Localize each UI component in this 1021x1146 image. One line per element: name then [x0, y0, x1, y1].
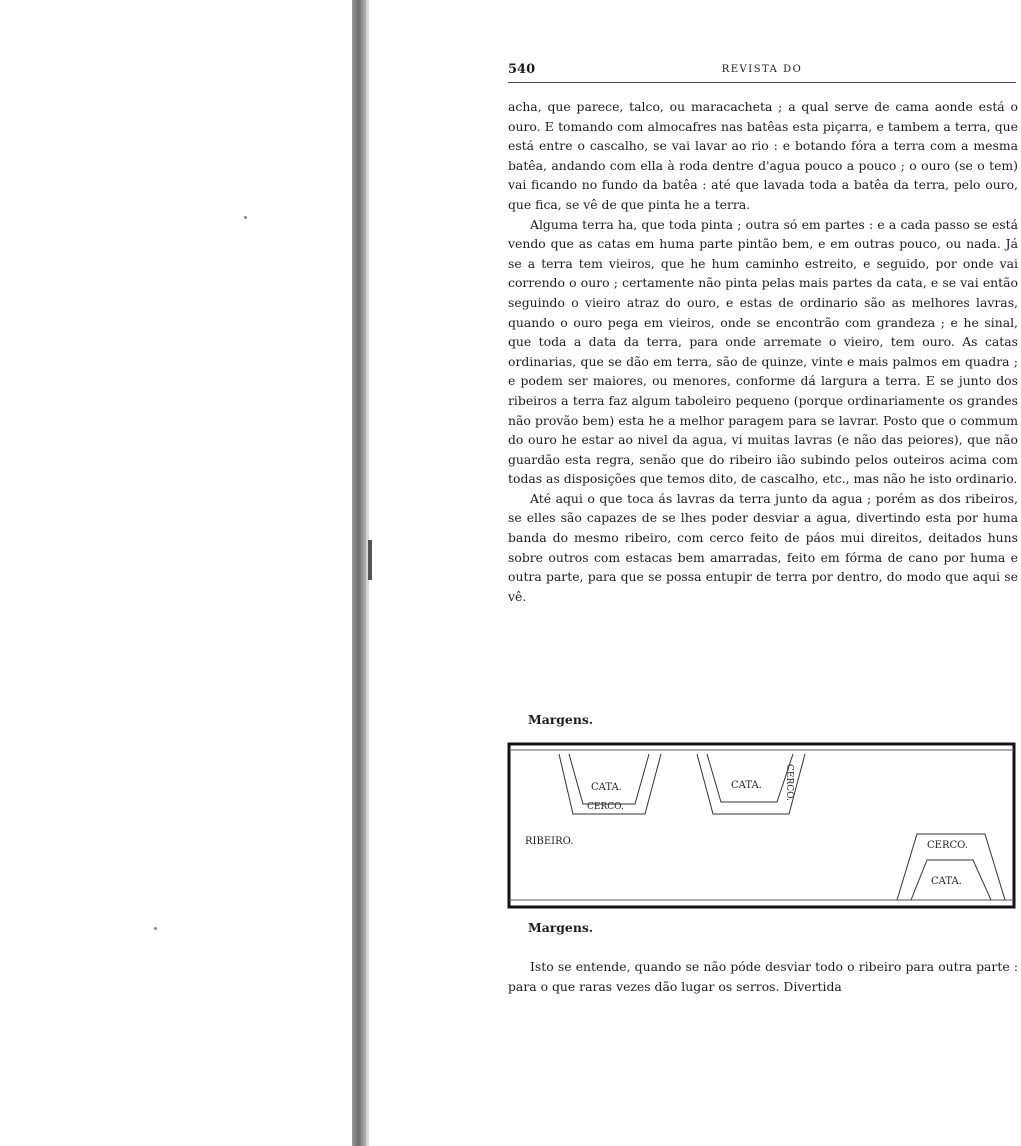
paragraph: Até aqui o que toca ás lavras da terra junto da agua ; porém as dos ribeiros, se elles são capazes de se lhes poder desviar a agua, divertindo esta por huma banda do mesmo ribeiro, com cerco feito de páos mui direitos, deitados huns sobre outros com estacas bem amarradas, feito em fórma de cano por huma e outra parte, para que se possa entupir de terra por dentro, do modo que aqui se vê.	[508, 490, 1018, 604]
gutter-mark	[368, 540, 372, 580]
paper-speck	[154, 927, 157, 930]
cerco-label-2: CERCO.	[784, 764, 794, 801]
mining-diagram	[507, 742, 1016, 909]
cata-label-2: CATA.	[731, 780, 762, 791]
running-head: REVISTA DO	[721, 64, 803, 75]
page-header	[508, 62, 1016, 83]
body-text	[508, 97, 1018, 606]
book-gutter-shadow	[352, 0, 366, 1146]
cerco-label-3: CERCO.	[927, 840, 968, 851]
paper-speck	[244, 216, 247, 219]
cerco-label-1: CERCO.	[587, 802, 624, 812]
paragraph: Alguma terra ha, que toda pinta ; outra só em partes : e a cada passo se está vendo que as catas em huma parte pintão bem, e em outras pouco, ou nada. Já se a terra tem vieiros, que he hum caminho estreito, e seguido, por onde vai correndo o ouro ; certamente não pinta pelas mais partes da cata, e se vai então seguindo o vieiro atraz do ouro, e estas de ordinario são as melhores lavras, quando o ouro pega em vieiros, onde se encontrão com grandeza ; e he sinal, que toda a data da terra, para onde arremate o vieiro, tem ouro. As catas ordinarias, que se dão em terra, são de quinze, vinte e mais palmos em quadra ; e podem ser maiores, ou menores, conforme dá largura a terra. E se junto dos ribeiros a terra faz algum taboleiro pequeno (porque ordinariamente os grandes não provão bem) esta he a melhor paragem para se lavrar. Posto que o commum do ouro he estar ao nivel da agua, vi muitas lavras (e não das peiores), que não guardão esta regra, senão que do ribeiro ião subindo pelos outeiros acima com todas as disposições que temos dito, de cascalho, etc., mas não he isto ordinario.	[508, 216, 1018, 487]
page-number: 540	[508, 62, 536, 77]
cata-label-1: CATA.	[591, 782, 622, 793]
river-label: RIBEIRO.	[525, 836, 574, 847]
cata-label-3: CATA.	[931, 876, 962, 887]
paragraph: acha, que parece, talco, ou maracacheta ; a qual serve de cama aonde está o ouro. E tomando com almocafres nas batêas esta piçarra, e tambem a terra, que está entre o cascalho, se vai lavar ao rio : e botando fóra a terra com a mesma batêa, andando com ella à roda dentre d'agua pouco a pouco ; o ouro (se o tem) vai ficando no fundo da batêa : até que lavada toda a batêa da terra, pelo ouro, que fica, se vê de que pinta he a terra.	[508, 99, 1018, 212]
figure-caption-bottom: Margens.	[528, 920, 594, 935]
figure-caption-top: Margens.	[528, 712, 594, 727]
closing-text	[508, 957, 1018, 997]
paragraph: Isto se entende, quando se não póde desviar todo o ribeiro para outra parte : para o que raras vezes dão lugar os serros. Divertida	[508, 959, 1018, 994]
